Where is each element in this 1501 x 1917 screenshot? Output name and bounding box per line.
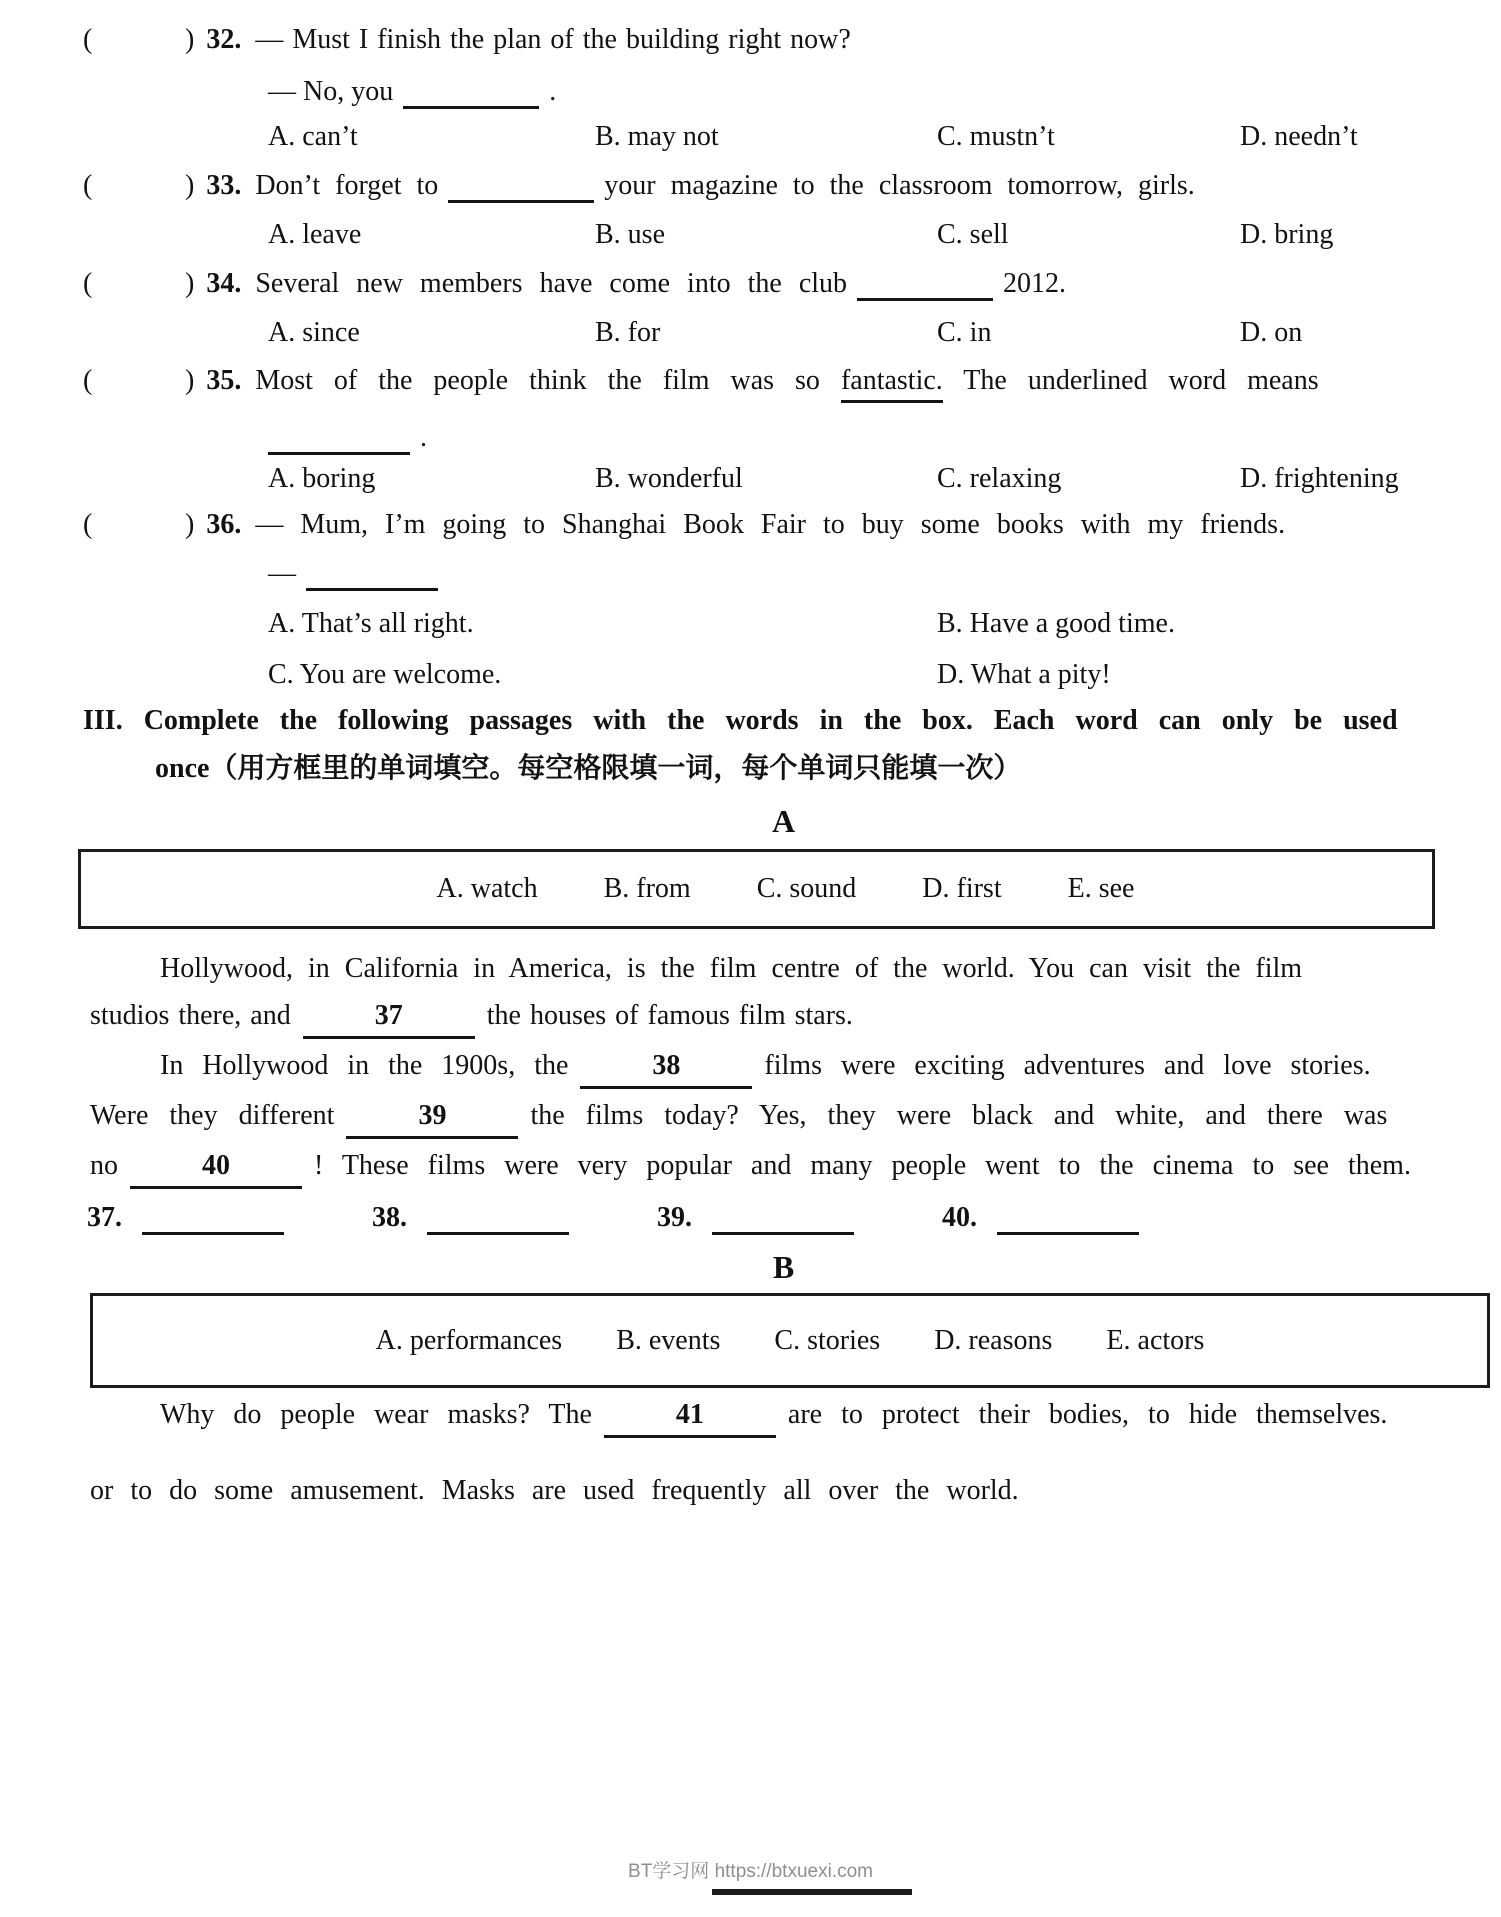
question-32-number: 32. [206, 24, 242, 55]
numbered-blank-40: 40 [130, 1151, 302, 1189]
passage-b-line-2 [0, 1471, 1501, 1511]
option-35-d: D. frightening [1240, 463, 1399, 494]
word-bank-a-word-a: A. watch [436, 873, 538, 904]
part-a-label: A [771, 803, 796, 839]
word-bank-b [90, 1293, 1490, 1388]
passage-a-text: films were exciting adventures and love stories. [764, 1050, 1371, 1081]
option-33-a: A. leave [268, 219, 362, 250]
answer-blank-35 [268, 443, 410, 455]
passage-a-text: the houses of famous film stars. [486, 1000, 853, 1031]
passage-a-line-1 [0, 949, 1501, 989]
question-32-reply-text: — No, you [268, 76, 394, 107]
option-36-c: C. You are welcome. [268, 659, 502, 690]
option-36-d: D. What a pity! [937, 659, 1111, 690]
question-32-options [268, 117, 1491, 157]
question-36-options-row-2 [268, 655, 1491, 695]
question-34-text-pre: Several new members have come into the club [255, 268, 848, 299]
passage-a-line-2 [0, 996, 1501, 1039]
word-bank-a [78, 849, 1435, 929]
passage-b-text: or to do some amusement. Masks are used frequently all over the world. [90, 1475, 1019, 1506]
passage-a-text: no [90, 1150, 118, 1181]
passage-b-line-1 [0, 1395, 1501, 1438]
passage-a-line-5 [0, 1146, 1501, 1189]
answer-unit-37 [87, 1202, 294, 1233]
paren-close: ) [185, 365, 195, 396]
answer-write-blank-37 [142, 1223, 284, 1235]
passage-a-text: the films today? Yes, they were black and white, and there was [530, 1100, 1388, 1131]
passage-a-text: ! These films were very popular and many people went to the cinema to see them. [314, 1150, 1411, 1181]
passage-a-line-4 [0, 1096, 1501, 1139]
section-3-heading-line-2 [0, 749, 1501, 789]
question-32-text: — Must I finish the plan of the building right now? [255, 24, 851, 55]
passage-a-line-3 [0, 1046, 1501, 1089]
part-a-letter [33, 801, 1501, 841]
option-32-c: C. mustn’t [937, 121, 1055, 152]
question-33-options [268, 215, 1491, 255]
answer-write-blank-38 [427, 1223, 569, 1235]
passage-a-text: Were they different [90, 1100, 335, 1131]
question-33-number: 33. [206, 170, 242, 201]
question-36-options-row-1 [268, 604, 1491, 644]
paren-close: ) [185, 170, 195, 201]
question-35-text-b: The underlined word means [963, 365, 1319, 396]
numbered-blank-37: 37 [303, 1001, 475, 1039]
option-32-d: D. needn’t [1240, 121, 1358, 152]
question-36-line-1 [0, 505, 1501, 545]
part-b-letter [33, 1247, 1501, 1287]
passage-b-text: are to protect their bodies, to hide themselves. [787, 1399, 1388, 1430]
paren-open: ( [83, 24, 93, 55]
answer-write-blank-40 [997, 1223, 1139, 1235]
option-36-a: A. That’s all right. [268, 608, 474, 639]
section-3-heading-english: III. Complete the following passages with the words in the box. Each word can only be used [83, 705, 1398, 736]
paren-close: ) [185, 24, 195, 55]
option-35-a: A. boring [268, 463, 376, 494]
answer-write-blank-39 [712, 1223, 854, 1235]
paren-open: ( [83, 170, 93, 201]
option-36-b: B. Have a good time. [937, 608, 1175, 639]
passage-b-text: Why do people wear masks? The [160, 1399, 592, 1430]
answer-number-37: 37. [87, 1202, 122, 1233]
option-34-b: B. for [595, 317, 661, 348]
underlined-word: fantastic. [841, 365, 943, 403]
paren-open: ( [83, 268, 93, 299]
numbered-blank-38: 38 [580, 1051, 752, 1089]
word-bank-a-word-c: C. sound [756, 873, 857, 904]
word-bank-b-word-b: B. events [616, 1324, 721, 1356]
question-34-number: 34. [206, 268, 242, 299]
question-35-period: . [420, 422, 427, 453]
answer-line-37-40 [0, 1198, 1501, 1238]
numbered-blank-39: 39 [346, 1101, 518, 1139]
question-33-line-1 [0, 166, 1501, 206]
option-32-a: A. can’t [268, 121, 358, 152]
question-34-text-post: 2012. [1003, 268, 1067, 299]
question-35-line-2 [0, 418, 1501, 458]
paren-close: ) [185, 509, 195, 540]
answer-blank-33 [448, 191, 594, 203]
paren-open: ( [83, 509, 93, 540]
answer-unit-39 [657, 1202, 864, 1233]
footer-bar [712, 1889, 912, 1895]
option-35-b: B. wonderful [595, 463, 743, 494]
option-35-c: C. relaxing [937, 463, 1062, 494]
question-35-text-a: Most of the people think the film was so [255, 365, 820, 396]
answer-blank-36 [306, 579, 438, 591]
option-33-c: C. sell [937, 219, 1009, 250]
question-36-text: — Mum, I’m going to Shanghai Book Fair to buy some books with my friends. [255, 509, 1286, 540]
word-bank-b-word-a: A. performances [375, 1324, 563, 1356]
answer-unit-40 [942, 1202, 1149, 1233]
question-36-line-2 [0, 554, 1501, 594]
option-32-b: B. may not [595, 121, 719, 152]
question-33-text-post: your magazine to the classroom tomorrow, girls. [604, 170, 1195, 201]
passage-a-text: In Hollywood in the 1900s, the [160, 1050, 569, 1081]
option-34-c: C. in [937, 317, 992, 348]
word-bank-b-word-c: C. stories [774, 1324, 881, 1356]
part-b-label: B [772, 1249, 795, 1285]
passage-a-text: studios there, and [90, 1000, 291, 1031]
question-32-reply-period: . [549, 76, 557, 107]
option-34-d: D. on [1240, 317, 1303, 348]
question-32-line-1 [0, 20, 1501, 60]
word-bank-b-word-e: E. actors [1106, 1324, 1205, 1356]
paren-open: ( [83, 365, 93, 396]
answer-number-38: 38. [372, 1202, 407, 1233]
answer-blank-34 [857, 289, 993, 301]
option-33-d: D. bring [1240, 219, 1334, 250]
answer-unit-38 [372, 1202, 579, 1233]
question-35-number: 35. [206, 365, 242, 396]
question-36-number: 36. [206, 509, 242, 540]
section-3-heading-line-1 [0, 701, 1501, 741]
answer-blank-32 [403, 97, 539, 109]
word-bank-a-word-d: D. first [922, 873, 1002, 904]
question-35-options [268, 459, 1491, 499]
reply-dash: — [268, 558, 296, 589]
question-33-text-pre: Don’t forget to [255, 170, 439, 201]
option-33-b: B. use [595, 219, 665, 250]
word-bank-b-word-d: D. reasons [934, 1324, 1053, 1356]
section-3-heading-chinese: once（用方框里的单词填空。每空格限填一词，每个单词只能填一次） [155, 753, 1022, 784]
word-bank-a-word-e: E. see [1067, 873, 1135, 904]
answer-number-40: 40. [942, 1202, 977, 1233]
numbered-blank-41: 41 [604, 1400, 776, 1438]
question-35-line-1 [0, 361, 1501, 401]
passage-a-text: Hollywood, in California in America, is the film centre of the world. You can visit the film [160, 953, 1303, 984]
question-34-options [268, 313, 1491, 353]
paren-close: ) [185, 268, 195, 299]
option-34-a: A. since [268, 317, 360, 348]
footer-site-text: BT学习网 https://btxuexi.com [628, 1861, 873, 1882]
word-bank-a-word-b: B. from [603, 873, 691, 904]
question-32-line-2 [0, 72, 1501, 112]
footer [0, 1860, 1501, 1884]
answer-number-39: 39. [657, 1202, 692, 1233]
question-34-line-1 [0, 264, 1501, 304]
